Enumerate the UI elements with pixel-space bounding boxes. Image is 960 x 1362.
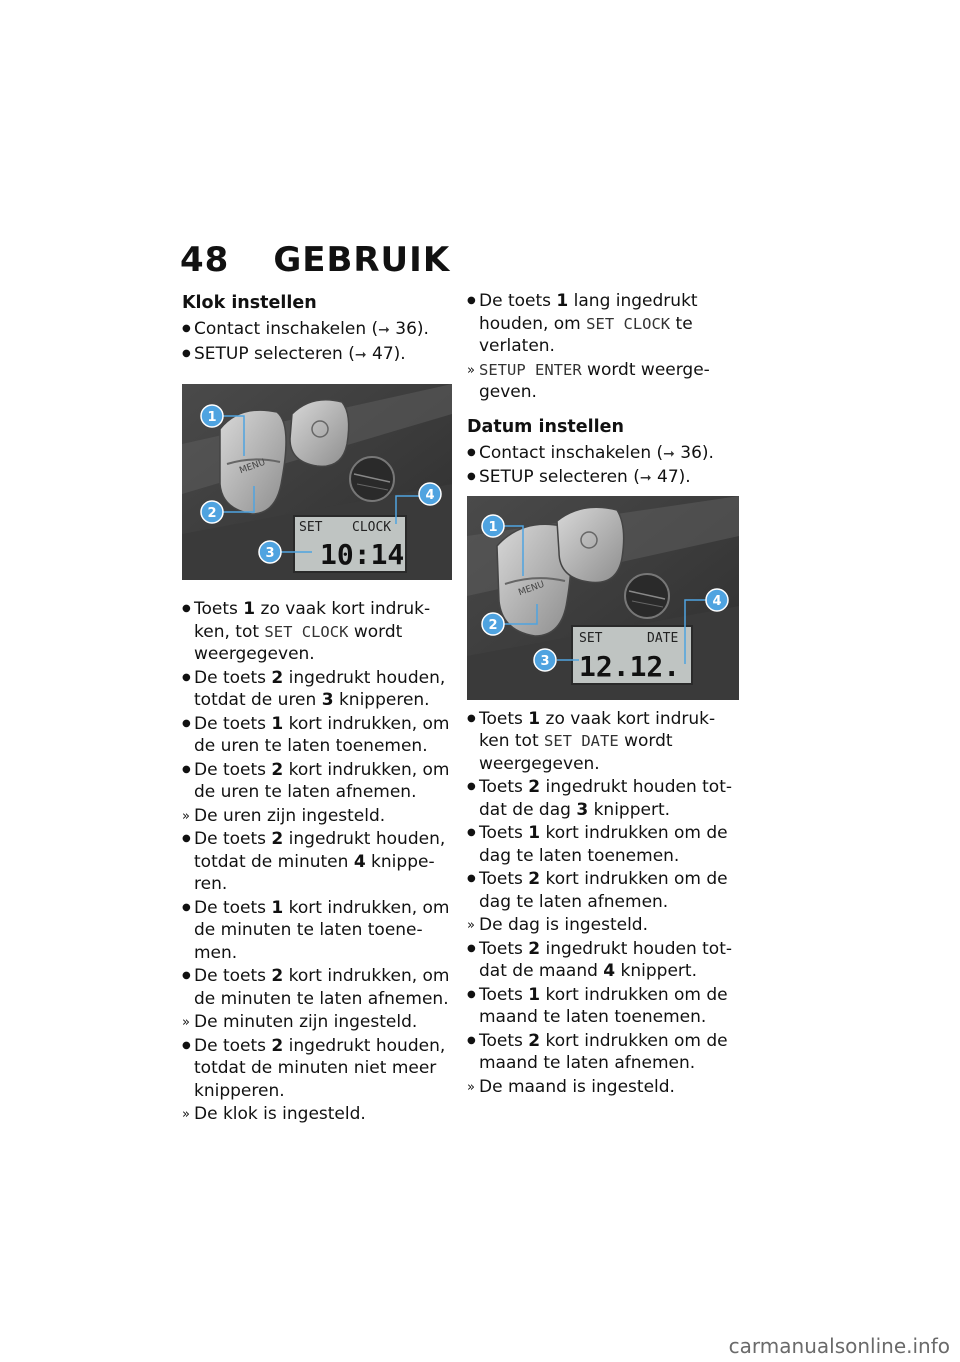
bullet-icon <box>467 708 479 733</box>
bullet-icon <box>467 868 479 893</box>
key-number: 1 <box>271 713 284 734</box>
knob-shape <box>350 457 394 501</box>
step-text: ingedrukt houden tot-dat de dag <box>479 777 733 820</box>
menu-label: MENU <box>517 579 546 598</box>
step-text: kort indrukken om de dag te laten toenemen. <box>479 823 728 866</box>
step-text: Toets <box>479 823 529 843</box>
step-text: De toets <box>194 759 272 780</box>
page-number: 48 <box>180 240 230 280</box>
result-marker-icon <box>467 914 479 938</box>
step-text: kort indrukken, om de uren te laten afnemen. <box>194 759 450 802</box>
step-text: zo vaak kort indruk-ken, tot <box>194 599 431 642</box>
step-text: knippe-ren. <box>194 851 435 894</box>
key-number: 1 <box>556 291 569 311</box>
step-text: 47). <box>651 467 691 487</box>
step-text: Toets <box>479 708 529 729</box>
key-number: 2 <box>271 667 284 688</box>
step-item <box>182 318 464 342</box>
key-number: 2 <box>528 938 541 959</box>
lcd-display <box>294 516 406 572</box>
key-number: 2 <box>271 1035 284 1056</box>
key-number: 2 <box>528 1030 541 1051</box>
step-text: kort indrukken om de maand te laten toenemen. <box>479 984 728 1027</box>
step-text: De toets <box>479 291 557 311</box>
step-text: wordt weergegeven. <box>479 731 673 774</box>
svg-text:3: 3 <box>540 653 550 669</box>
left-column <box>182 290 464 1127</box>
step-text: kort indrukken, om de uren te laten toenemen. <box>194 713 450 756</box>
knob-shape <box>625 574 669 618</box>
result-item <box>182 1103 464 1126</box>
step-item <box>182 965 464 1010</box>
lcd-label-set: SET <box>579 630 603 646</box>
key-number: 4 <box>603 961 616 981</box>
key-number: 3 <box>321 690 334 710</box>
date-illustration <box>467 496 739 700</box>
result-marker-icon <box>182 1011 194 1035</box>
page-header <box>180 240 450 280</box>
step-text: Toets <box>479 777 529 797</box>
bullet-icon <box>182 318 194 343</box>
step-text: knippert. <box>588 799 671 820</box>
step-text: ingedrukt houden, totdat de minuten niet meer knipperen. <box>194 1035 446 1101</box>
clock-figure <box>182 384 452 580</box>
step-text: De toets <box>194 829 272 849</box>
step-text: 36). <box>389 319 429 339</box>
lcd-label-set: SET <box>299 520 323 535</box>
callout-1 <box>201 405 223 427</box>
result-marker-icon <box>182 805 194 829</box>
step-text: Contact inschakelen ( <box>194 319 379 339</box>
lcd-value: 12.12. <box>579 649 681 683</box>
result-item <box>467 1076 741 1099</box>
step-item <box>467 938 741 983</box>
bullet-icon <box>182 343 194 368</box>
key-number: 1 <box>243 599 256 619</box>
lcd-label-date: DATE <box>647 630 679 646</box>
step-text: De uren zijn ingesteld. <box>194 805 386 826</box>
lcd-display <box>572 626 692 684</box>
step-text: wordt weerge-geven. <box>479 359 710 402</box>
step-item <box>182 897 464 965</box>
callout-3 <box>259 541 281 563</box>
step-text: kort indrukken om de dag te laten afnemen. <box>479 869 728 912</box>
page-reference-arrow-icon: ➞ <box>354 346 367 363</box>
bullet-icon <box>467 290 479 315</box>
display-text: SET CLOCK <box>586 314 671 333</box>
display-text: SET DATE <box>544 732 619 750</box>
step-item <box>467 822 741 867</box>
step-text: kort indrukken, om de minuten te laten afnemen. <box>194 966 450 1009</box>
lcd-label-clock: CLOCK <box>352 520 392 535</box>
step-text: ingedrukt houden, totdat de uren <box>194 667 446 710</box>
step-text: 47). <box>366 343 406 364</box>
step-text: Toets <box>194 599 244 619</box>
callout-2 <box>201 501 223 523</box>
bullet-icon <box>182 1035 194 1060</box>
svg-text:2: 2 <box>488 617 498 633</box>
bullet-icon <box>182 897 194 922</box>
page-reference-arrow-icon: ➞ <box>378 322 390 338</box>
bullet-icon <box>467 822 479 847</box>
callout-2 <box>482 613 504 635</box>
step-text: kort indrukken om de maand te laten afnemen. <box>479 1030 728 1073</box>
result-item <box>467 359 741 404</box>
step-text: wordt weergegeven. <box>194 621 403 664</box>
step-text: De dag is ingesteld. <box>479 915 648 935</box>
step-text: Toets <box>479 869 529 889</box>
step-item <box>182 828 464 896</box>
page-title: GEBRUIK <box>273 240 451 280</box>
result-marker-icon <box>467 359 479 383</box>
step-text: SETUP selecteren ( <box>194 343 355 364</box>
key-number: 1 <box>528 708 541 729</box>
bullet-icon <box>467 442 479 467</box>
callout-4 <box>706 589 728 611</box>
key-number: 2 <box>271 759 284 780</box>
key-number: 2 <box>271 829 284 849</box>
date-figure <box>467 496 739 700</box>
step-item <box>467 984 741 1029</box>
result-item <box>467 914 741 937</box>
step-text: 36). <box>674 442 714 463</box>
bullet-icon <box>467 938 479 963</box>
date-steps <box>467 708 741 1099</box>
right-column <box>467 290 741 1099</box>
menu-button-shape <box>220 410 286 514</box>
display-text: SETUP ENTER <box>479 360 582 379</box>
page-reference-arrow-icon: ➞ <box>663 445 675 462</box>
step-item <box>182 343 464 367</box>
step-text: De toets <box>194 713 272 734</box>
exit-clock-steps <box>467 290 741 404</box>
step-text: Toets <box>479 938 529 959</box>
bullet-icon <box>182 828 194 853</box>
lcd-value: 10:14 <box>320 538 405 571</box>
display-text: SET CLOCK <box>264 622 349 641</box>
date-prerequisites <box>467 442 741 490</box>
page-reference-arrow-icon: ➞ <box>639 470 652 486</box>
power-button-shape <box>557 507 624 582</box>
step-item <box>182 667 464 712</box>
bullet-icon <box>182 759 194 784</box>
key-number: 4 <box>353 851 366 872</box>
step-item <box>182 598 464 666</box>
step-item <box>467 868 741 913</box>
result-item <box>182 1011 464 1034</box>
key-number: 2 <box>528 869 541 889</box>
step-text: zo vaak kort indruk-ken tot <box>479 708 716 751</box>
menu-label: MENU <box>238 457 267 477</box>
step-text: De maand is ingesteld. <box>479 1076 675 1097</box>
step-text: De toets <box>194 966 272 986</box>
bullet-icon <box>467 1030 479 1055</box>
bullet-icon <box>467 776 479 801</box>
step-item <box>182 713 464 758</box>
clock-prerequisites <box>182 318 464 366</box>
step-item <box>182 759 464 804</box>
key-number: 1 <box>528 984 541 1005</box>
step-item <box>467 442 741 466</box>
step-item <box>467 290 741 358</box>
svg-text:4: 4 <box>425 488 435 503</box>
key-number: 2 <box>528 777 541 797</box>
callout-4 <box>419 483 441 505</box>
step-text: kort indrukken, om de minuten te laten toene-men. <box>194 897 450 963</box>
svg-text:4: 4 <box>712 593 722 609</box>
step-item <box>467 1030 741 1075</box>
step-text: SETUP selecteren ( <box>479 467 640 487</box>
clock-steps <box>182 598 464 1126</box>
bullet-icon <box>182 598 194 623</box>
step-item <box>467 708 741 776</box>
step-text: knippert. <box>615 961 697 981</box>
key-number: 3 <box>576 799 589 820</box>
key-number: 1 <box>271 897 284 918</box>
svg-text:2: 2 <box>207 506 217 521</box>
clock-illustration <box>182 384 452 580</box>
watermark: carmanualsonline.info <box>728 1334 950 1358</box>
svg-text:3: 3 <box>265 546 275 561</box>
step-text: lang ingedrukt houden, om <box>479 291 698 334</box>
bullet-icon <box>467 984 479 1009</box>
bullet-icon <box>467 466 479 491</box>
svg-text:1: 1 <box>488 519 498 535</box>
step-text: knipperen. <box>333 690 430 710</box>
bullet-icon <box>182 965 194 990</box>
section-title-clock: Klok instellen <box>182 293 317 313</box>
step-text: ingedrukt houden, totdat de minuten <box>194 829 446 872</box>
step-text: Toets <box>479 1030 529 1051</box>
step-text: Toets <box>479 984 529 1005</box>
step-text: De toets <box>194 1035 272 1056</box>
bullet-icon <box>182 713 194 738</box>
callout-3 <box>534 649 556 671</box>
step-text: De minuten zijn ingesteld. <box>194 1012 418 1032</box>
svg-text:1: 1 <box>207 410 217 425</box>
result-marker-icon <box>467 1076 479 1100</box>
step-text: De toets <box>194 897 272 918</box>
power-button-shape <box>290 400 349 467</box>
key-number: 2 <box>271 966 284 986</box>
step-item <box>467 466 741 490</box>
key-number: 1 <box>528 823 541 843</box>
step-text: De klok is ingesteld. <box>194 1104 366 1124</box>
result-marker-icon <box>182 1103 194 1127</box>
step-item <box>182 1035 464 1103</box>
step-text: ingedrukt houden tot-dat de maand <box>479 938 733 981</box>
step-text: Contact inschakelen ( <box>479 442 664 463</box>
step-item <box>467 776 741 821</box>
result-item <box>182 805 464 828</box>
bullet-icon <box>182 667 194 692</box>
step-text: te verlaten. <box>479 313 693 356</box>
callout-1 <box>482 515 504 537</box>
step-text: De toets <box>194 667 272 688</box>
section-title-date: Datum instellen <box>467 416 624 437</box>
